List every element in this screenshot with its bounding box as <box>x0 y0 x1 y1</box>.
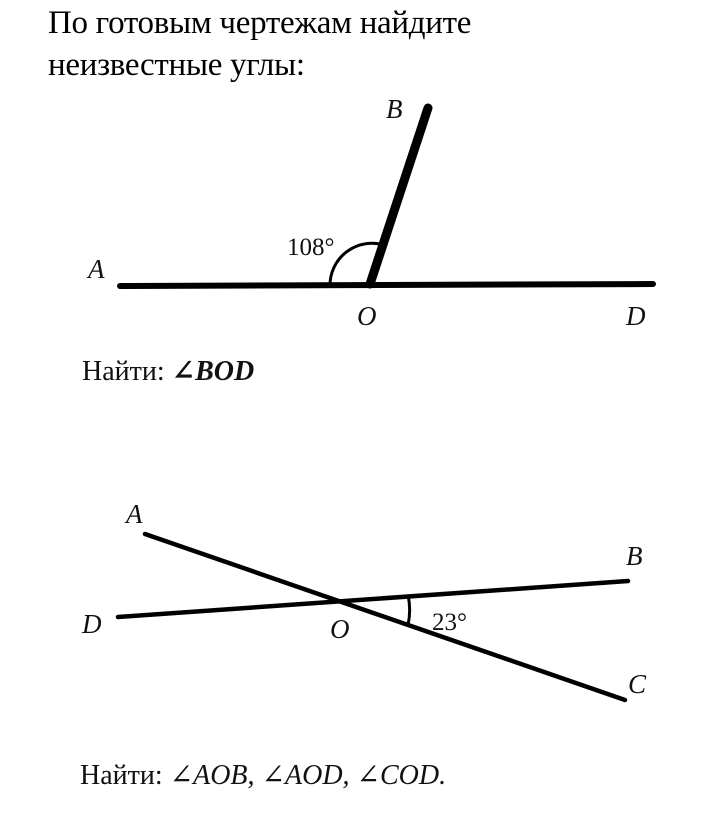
point-label-c: C <box>628 669 647 699</box>
figure-1 <box>0 85 720 405</box>
point-label-d: D <box>626 301 646 331</box>
task-1-prefix: Найти: <box>82 356 165 387</box>
task-1-target: ∠BOD <box>171 356 255 387</box>
point-label-d: D <box>82 609 102 639</box>
point-label-o: O <box>330 614 350 644</box>
angle-value-label: 23° <box>432 609 467 636</box>
line-ac <box>145 534 625 700</box>
task-2 <box>80 758 446 792</box>
point-label-a: A <box>88 254 105 284</box>
figure-2-drawing <box>0 468 720 808</box>
heading-line-2: неизвестные углы: <box>48 47 305 83</box>
ray-ob <box>370 108 428 284</box>
angle-arc-boc <box>408 595 410 625</box>
task-2-target: ∠AOB, ∠AOD, ∠COD. <box>169 760 447 791</box>
problem-heading <box>48 2 471 86</box>
task-2-prefix: Найти: <box>80 760 163 791</box>
point-label-a: A <box>126 499 143 529</box>
angle-value-label: 108° <box>287 234 335 261</box>
point-label-o: O <box>357 301 377 331</box>
figure-2 <box>0 468 720 808</box>
point-label-b: B <box>626 541 643 571</box>
point-label-b: B <box>386 94 403 124</box>
line-ad <box>120 284 653 286</box>
heading-line-1: По готовым чертежам найдите <box>48 5 472 41</box>
task-1 <box>82 354 254 388</box>
